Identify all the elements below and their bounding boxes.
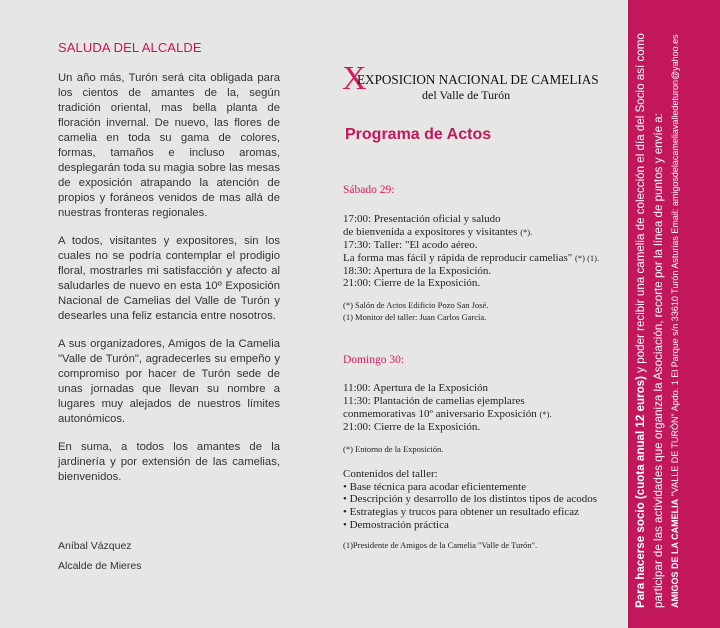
title-line-2: del Valle de Turón [422, 88, 511, 102]
greeting-paragraph: A sus organizadores, Amigos de la Camelia "Valle de Turón", agradecerles su empeño y compromiso por hacer de Turón sede de unas jornadas que llevan su nombre a lugares muy alejados de nuestros límites autonómicos. [58, 338, 280, 425]
membership-address [667, 20, 685, 608]
workshop-footnote: (1)Presidente de Amigos de la Camelia "Valle de Turón". [343, 540, 538, 551]
saturday-note: (*) Salón de Actos Edificio Pozo San José. [343, 300, 489, 311]
schedule-line: 11:00: Apertura de la Exposición [343, 382, 489, 395]
schedule-line: 21:00: Cierre de la Exposición. [343, 277, 481, 290]
schedule-line: 21:00: Cierre de la Exposición. [343, 421, 481, 434]
membership-text [628, 10, 720, 618]
association-address: "VALLE DE TURÓN" Apdo. 1 El Parque s/n 33610 Turón Asturias Email: amigosdelacameliavalledeturon@yahoo.es [670, 34, 680, 499]
schedule-line: 17:30: Taller: "El acodo aéreo. [343, 238, 478, 251]
workshop-item: • Demostración práctica [343, 519, 449, 532]
footnote-mark: (*). [520, 226, 533, 237]
schedule-line: 11:30: Plantación de camelias ejemplares [343, 395, 525, 408]
schedule-line [343, 252, 613, 265]
sunday-heading: Domingo 30: [343, 353, 405, 366]
footnote-mark: (*). [539, 409, 552, 420]
saturday-heading: Sábado 29: [343, 184, 395, 196]
workshop-item: • Base técnica para acodar eficientemente [343, 480, 527, 493]
schedule-line: 18:30: Apertura de la Exposición. [343, 264, 492, 277]
signature [58, 536, 141, 576]
greeting-paragraph: En suma, a todos los amantes de la jardinería y por extensión de las camelias, bienvenidos. [58, 441, 280, 483]
membership-offer [632, 20, 667, 608]
membership-details: y poder recibir una camelia de colección el día del Socio así como participar de las actividades que organiza la Asociación, recorte por la línea de puntos y envíe a: [634, 33, 665, 608]
workshop-heading: Contenidos del taller: [343, 467, 438, 480]
roman-numeral: X [342, 60, 367, 97]
membership-band [628, 0, 720, 628]
schedule-line [343, 408, 613, 421]
schedule-line: 17:00: Presentación oficial y saludo [343, 212, 501, 225]
schedule [343, 184, 613, 552]
schedule-line-text: La forma mas fácil y rápida de reproducir camelias" [343, 251, 573, 264]
membership-fee: Para hacerse socio (cuota anual 12 euros) [634, 376, 647, 608]
program-heading: Programa de Actos [345, 126, 492, 143]
schedule-line [343, 226, 613, 239]
signature-title: Alcalde de Mieres [58, 560, 142, 572]
greeting-heading: SALUDA DEL ALCALDE [58, 40, 202, 55]
sunday-note: (*) Entorno de la Exposición. [343, 444, 444, 455]
signature-name: Aníbal Vázquez [58, 540, 132, 552]
workshop-item: • Descripción y desarrollo de los distintos tipos de acodos [343, 493, 598, 506]
mayor-greeting [58, 40, 280, 498]
title-line-1: EXPOSICION NACIONAL DE CAMELIAS [357, 72, 599, 87]
footnote-mark: (*) (1). [575, 252, 600, 263]
schedule-line-text: de bienvenida a expositores y visitantes [343, 225, 518, 238]
schedule-line-text: conmemorativas 10º aniversario Exposición [343, 408, 537, 421]
saturday-note: (1) Monitor del taller: Juan Carlos García. [343, 311, 487, 322]
greeting-paragraph: A todos, visitantes y expositores, sin los cuales no se podría contemplar el prodigio floral, mostrarles mi satisfacción y afecto al saludarles de nuevo en esta 10º Exposición Nacional de Camelias del Valle de Turón y desearles una feliz estancia entre nosotros. [58, 235, 280, 322]
workshop-item: • Estrategias y trucos para obtener un resultado eficaz [343, 506, 579, 519]
association-name: AMIGOS DE LA CAMELIA [670, 498, 680, 608]
greeting-paragraph: Un año más, Turón será cita obligada para los cientos de amantes de la, según tradición oriental, mas bella planta de floración invernal. De nuevo, las flores de camelia en toda su gama de colores, formas, tamaños e incluso aromas, desplegarán toda su magia sobre las mesas de exposición atrapando la atención de propios y foráneos venidos de mas allá de nuestras fronteras regionales. [58, 72, 280, 219]
